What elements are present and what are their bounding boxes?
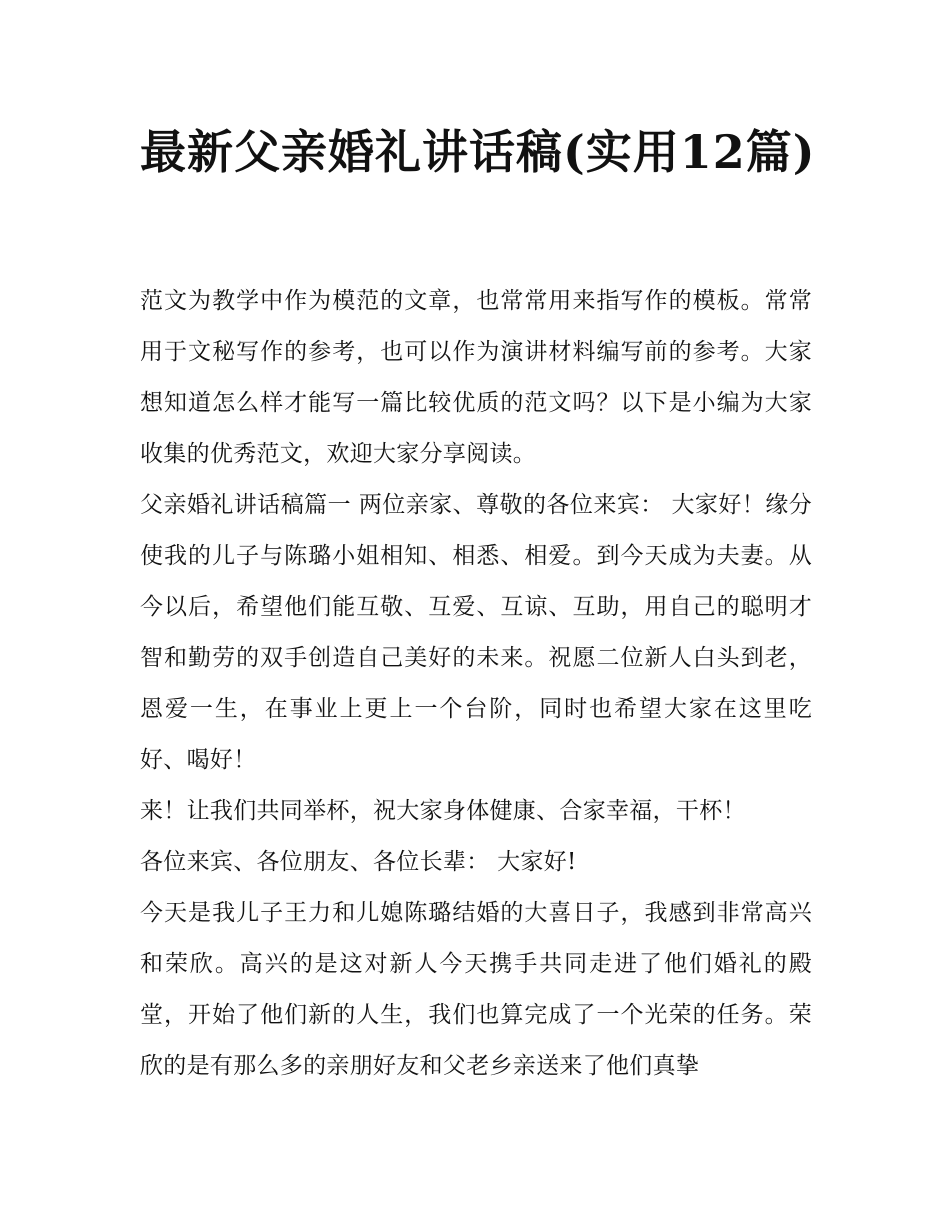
document-body [140, 276, 812, 1092]
paragraph-speech-one: 父亲婚礼讲话稿篇一 两位亲家、尊敬的各位来宾： 大家好！缘分使我的儿子与陈璐小姐相知、相悉、相爱。到今天成为夫妻。从今以后，希望他们能互敬、互爱、互谅、互助，用自己的聪明才智和勤劳的双手创造自己美好的未来。祝愿二位新人白头到老，恩爱一生，在事业上更上一个台阶，同时也希望大家在这里吃好、喝好！ [140, 492, 812, 773]
paragraph-toast: 来！让我们共同举杯，祝大家身体健康、合家幸福，干杯！ [140, 798, 746, 824]
paragraph-wedding-day: 今天是我儿子王力和儿媳陈璐结婚的大喜日子，我感到非常高兴和荣欣。高兴的是这对新人今天携手共同走进了他们婚礼的殿堂，开始了他们新的人生，我们也算完成了一个光荣的任务。荣欣的是有那么多的亲朋好友和父老乡亲送来了他们真挚 [140, 900, 812, 1079]
paragraph-greeting: 各位来宾、各位朋友、各位长辈： 大家好! [140, 849, 577, 875]
paragraph-intro: 范文为教学中作为模范的文章，也常常用来指写作的模板。常常用于文秘写作的参考，也可以作为演讲材料编写前的参考。大家想知道怎么样才能写一篇比较优质的范文吗？以下是小编为大家收集的优秀范文，欢迎大家分享阅读。 [140, 288, 812, 467]
document-title: 最新父亲婚礼讲话稿(实用12篇) [140, 125, 816, 179]
